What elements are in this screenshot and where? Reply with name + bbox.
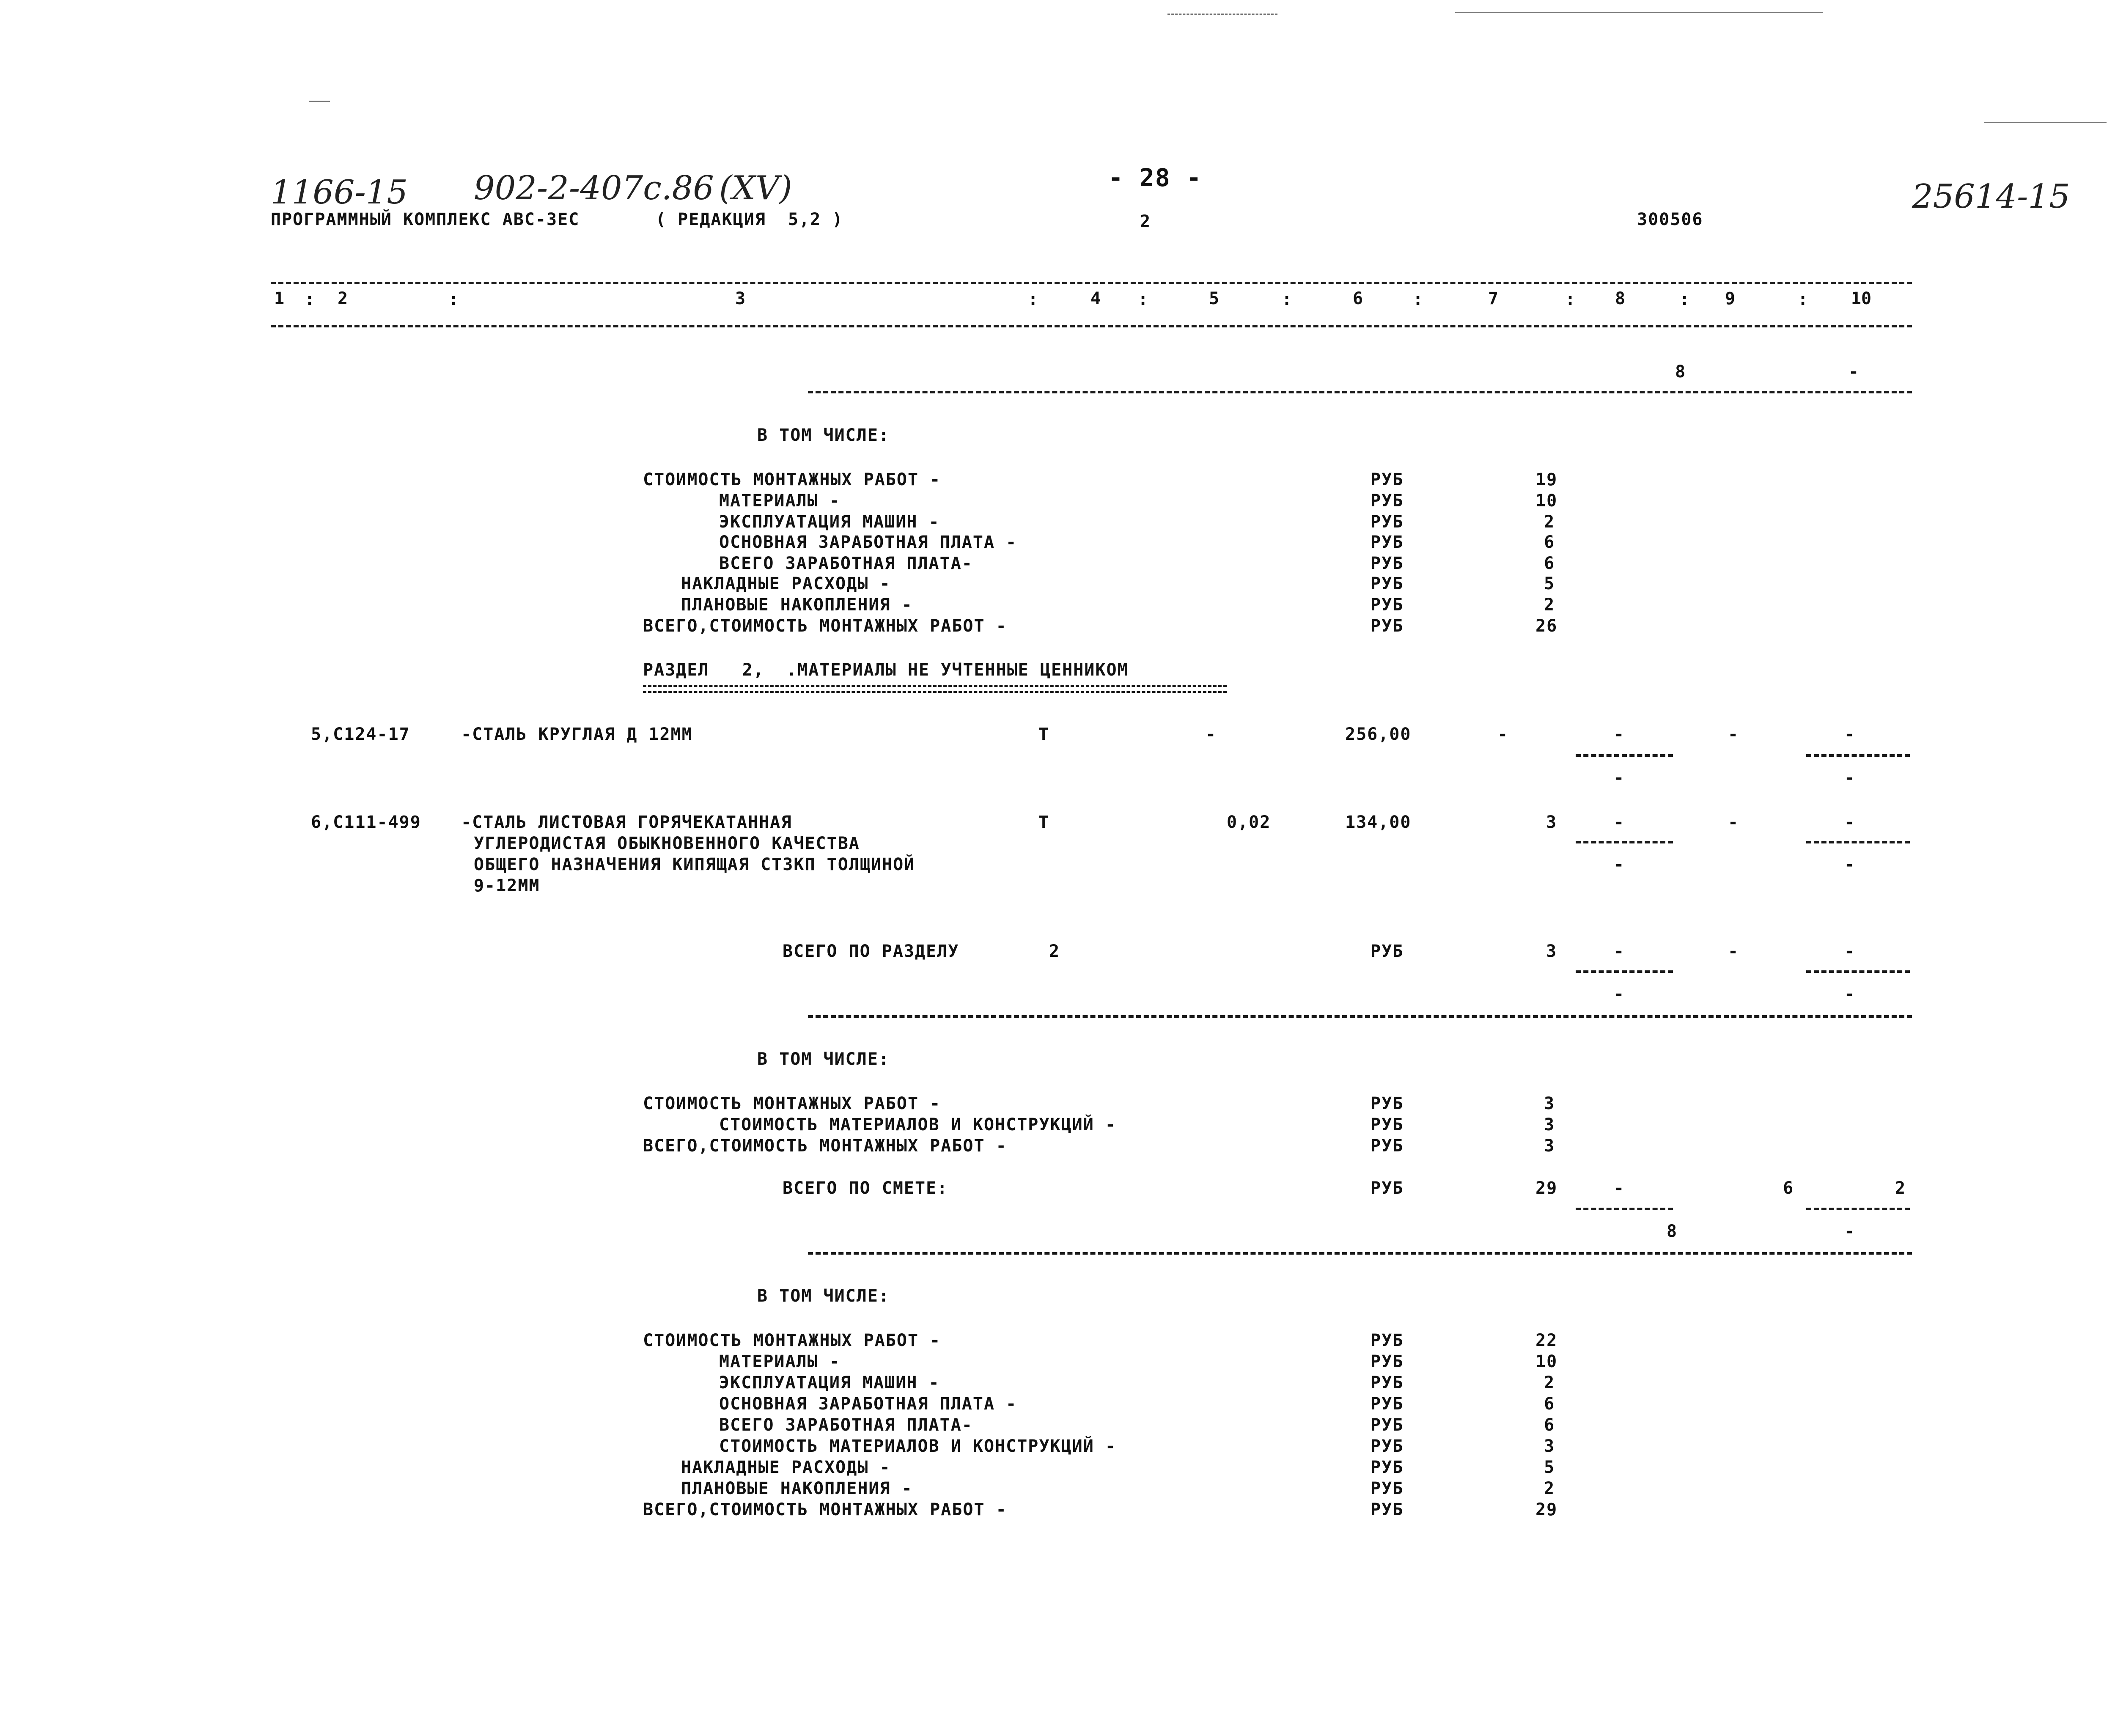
breakdown-unit: РУБ (1371, 1479, 1404, 1498)
breakdown-value: 5 (1544, 1458, 1555, 1477)
item-name-line4: 9-12ММ (474, 876, 540, 895)
breakdown-unit: РУБ (1371, 512, 1404, 532)
breakdown-value: 2 (1544, 595, 1555, 615)
breakdown-label: СТОИМОСТЬ МОНТАЖНЫХ РАБОТ - (643, 470, 941, 489)
item-price: 134,00 (1345, 813, 1412, 832)
top-total-col8: 8 (1675, 362, 1687, 382)
breakdown-unit: РУБ (1371, 1352, 1404, 1371)
item-price: 256,00 (1345, 725, 1412, 744)
breakdown-label: СТОИМОСТЬ МАТЕРИАЛОВ И КОНСТРУКЦИЙ - (719, 1115, 1116, 1134)
breakdown-unit: РУБ (1371, 533, 1404, 552)
breakdown-value: 6 (1544, 1415, 1555, 1435)
breakdown-label: НАКЛАДНЫЕ РАСХОДЫ - (681, 574, 891, 593)
breakdown-unit: РУБ (1371, 1115, 1404, 1134)
handwritten-code-right: 25614-15 (1912, 178, 2070, 216)
breakdown-total-label: ВСЕГО,СТОИМОСТЬ МОНТАЖНЫХ РАБОТ - (643, 1500, 1007, 1519)
item-col10-lower: - (1844, 855, 1856, 874)
breakdown-label: СТОИМОСТЬ МОНТАЖНЫХ РАБОТ - (643, 1094, 941, 1113)
breakdown-unit: РУБ (1371, 1500, 1404, 1519)
item-name-line3: ОБЩЕГО НАЗНАЧЕНИЯ КИПЯЩАЯ СТЗКП ТОЛЩИНОЙ (474, 855, 915, 874)
breakdown-value: 10 (1535, 491, 1558, 511)
summary-heading: В ТОМ ЧИСЛЕ: (757, 426, 890, 445)
fraction-rule (1576, 841, 1673, 843)
breakdown-value: 5 (1544, 574, 1555, 593)
fraction-rule (1806, 754, 1910, 757)
breakdown-label: ЭКСПЛУАТАЦИЯ МАШИН - (719, 1373, 940, 1393)
item-qty: - (1206, 725, 1217, 744)
item-col7: - (1497, 725, 1509, 744)
item-col9: - (1728, 813, 1739, 832)
breakdown-unit: РУБ (1371, 1458, 1404, 1477)
section-title-underline (643, 685, 1227, 693)
column-number-7: 7 (1488, 289, 1499, 308)
breakdown-label: ПЛАНОВЫЕ НАКОПЛЕНИЯ - (681, 1479, 913, 1498)
column-separator: : (1679, 290, 1690, 309)
estimate-total-unit: РУБ (1371, 1178, 1404, 1198)
column-number-5: 5 (1209, 289, 1220, 308)
fraction-rule (1576, 970, 1673, 973)
item-qty: 0,02 (1227, 813, 1271, 832)
item-col7: 3 (1546, 813, 1557, 832)
estimate-total-col8: - (1614, 1178, 1625, 1198)
estimate-total-label: ВСЕГО ПО СМЕТЕ: (783, 1178, 948, 1198)
section-total-col8-lower: - (1614, 984, 1625, 1004)
item-col10: - (1844, 725, 1856, 744)
breakdown-unit: РУБ (1371, 491, 1404, 511)
fraction-rule (1806, 970, 1910, 973)
breakdown-value: 3 (1544, 1094, 1555, 1113)
breakdown-value: 29 (1535, 1500, 1558, 1519)
column-separator: : (448, 290, 459, 309)
breakdown-unit: РУБ (1371, 616, 1404, 636)
top-total-col10: - (1849, 362, 1860, 382)
fraction-rule (1576, 1208, 1673, 1210)
breakdown-unit: РУБ (1371, 1094, 1404, 1113)
breakdown-value: 6 (1544, 554, 1555, 573)
column-separator: : (1028, 290, 1038, 309)
breakdown-total-label: ВСЕГО,СТОИМОСТЬ МОНТАЖНЫХ РАБОТ - (643, 1136, 1007, 1156)
breakdown-label: НАКЛАДНЫЕ РАСХОДЫ - (681, 1458, 891, 1477)
item-col8-lower: - (1614, 768, 1625, 788)
estimate-total-col10-lower: - (1844, 1222, 1856, 1241)
fraction-rule (1806, 1208, 1910, 1210)
column-number-2: 2 (337, 289, 348, 308)
item-name: -СТАЛЬ ЛИСТОВАЯ ГОРЯЧЕКАТАННАЯ (461, 813, 792, 832)
item-col8: - (1614, 813, 1625, 832)
breakdown-label: ОСНОВНАЯ ЗАРАБОТНАЯ ПЛАТА - (719, 533, 1017, 552)
program-edition: ( РЕДАКЦИЯ 5,2 ) (656, 210, 843, 229)
header-rule-bottom (271, 325, 1912, 327)
column-number-8: 8 (1615, 289, 1626, 308)
breakdown-value: 6 (1544, 1394, 1555, 1414)
fraction-rule (1576, 754, 1673, 757)
column-separator: : (1282, 290, 1292, 309)
breakdown-total-label: ВСЕГО,СТОИМОСТЬ МОНТАЖНЫХ РАБОТ - (643, 616, 1007, 636)
estimate-total-col10: 2 (1895, 1178, 1906, 1198)
column-number-9: 9 (1725, 289, 1736, 308)
breakdown-value: 10 (1535, 1352, 1558, 1371)
section-total-col9: - (1728, 942, 1739, 961)
item-col8: - (1614, 725, 1625, 744)
summary-heading: В ТОМ ЧИСЛЕ: (757, 1286, 890, 1306)
column-separator: : (305, 290, 315, 309)
breakdown-label: ПЛАНОВЫЕ НАКОПЛЕНИЯ - (681, 595, 913, 615)
estimate-total-col7: 29 (1535, 1178, 1558, 1198)
column-separator: : (1138, 290, 1148, 309)
item-col9: - (1728, 725, 1739, 744)
column-number-10: 10 (1851, 289, 1872, 308)
breakdown-unit: РУБ (1371, 1331, 1404, 1350)
breakdown-value: 3 (1544, 1136, 1555, 1156)
program-name: ПРОГРАММНЫЙ КОМПЛЕКС АВС-ЗЕС (271, 210, 580, 229)
section-total-col10: - (1844, 942, 1856, 961)
item-code: 6,С111-499 (311, 813, 421, 832)
item-col8-lower: - (1614, 855, 1625, 874)
item-name-line2: УГЛЕРОДИСТАЯ ОБЫКНОВЕННОГО КАЧЕСТВА (474, 834, 860, 853)
page-number: - 28 - (1108, 163, 1202, 192)
scan-line (1984, 122, 2107, 123)
section-total-col8: - (1614, 942, 1625, 961)
column-number-3: 3 (735, 289, 746, 308)
column-number-4: 4 (1090, 289, 1101, 308)
section-title: РАЗДЕЛ 2, .МАТЕРИАЛЫ НЕ УЧТЕННЫЕ ЦЕННИКОМ (643, 660, 1129, 680)
summary-rule (808, 1015, 1912, 1018)
estimate-total-col9: 6 (1783, 1178, 1794, 1198)
item-code: 5,С124-17 (311, 725, 410, 744)
scan-line (309, 101, 330, 102)
breakdown-value: 2 (1544, 512, 1555, 532)
item-col10: - (1844, 813, 1856, 832)
estimate-total-col8-lower: 8 (1667, 1222, 1678, 1241)
breakdown-unit: РУБ (1371, 470, 1404, 489)
breakdown-label: СТОИМОСТЬ МАТЕРИАЛОВ И КОНСТРУКЦИЙ - (719, 1437, 1116, 1456)
summary-heading: В ТОМ ЧИСЛЕ: (757, 1049, 890, 1069)
item-col10-lower: - (1844, 768, 1856, 788)
breakdown-label: ВСЕГО ЗАРАБОТНАЯ ПЛАТА- (719, 1415, 973, 1435)
section-total-col10-lower: - (1844, 984, 1856, 1004)
column-number-6: 6 (1352, 289, 1363, 308)
breakdown-value: 2 (1544, 1479, 1555, 1498)
breakdown-value: 2 (1544, 1373, 1555, 1393)
breakdown-value: 6 (1544, 533, 1555, 552)
breakdown-unit: РУБ (1371, 1373, 1404, 1393)
breakdown-label: СТОИМОСТЬ МОНТАЖНЫХ РАБОТ - (643, 1331, 941, 1350)
column-separator: : (1565, 290, 1576, 309)
fraction-rule (1806, 841, 1910, 843)
summary-rule (808, 1252, 1912, 1255)
breakdown-value: 26 (1535, 616, 1558, 636)
breakdown-unit: РУБ (1371, 554, 1404, 573)
section-total-number: 2 (1049, 942, 1060, 961)
column-separator: : (1413, 290, 1423, 309)
handwritten-album: (XV) (719, 169, 792, 207)
breakdown-unit: РУБ (1371, 595, 1404, 615)
column-separator: : (1798, 290, 1808, 309)
breakdown-label: ВСЕГО ЗАРАБОТНАЯ ПЛАТА- (719, 554, 973, 573)
breakdown-label: МАТЕРИАЛЫ - (719, 491, 841, 511)
section-total-unit: РУБ (1371, 942, 1404, 961)
document-code: 300506 (1637, 210, 1703, 229)
sheet-number: 2 (1140, 212, 1151, 231)
item-unit: Т (1038, 813, 1050, 832)
item-name: -СТАЛЬ КРУГЛАЯ Д 12ММ (461, 725, 693, 744)
column-number-1: 1 (274, 289, 285, 308)
breakdown-value: 19 (1535, 470, 1558, 489)
breakdown-unit: РУБ (1371, 1136, 1404, 1156)
breakdown-value: 3 (1544, 1115, 1555, 1134)
handwritten-code-left: 1166-15 (271, 173, 408, 212)
breakdown-unit: РУБ (1371, 1415, 1404, 1435)
summary-rule (808, 391, 1912, 393)
breakdown-unit: РУБ (1371, 1437, 1404, 1456)
scan-line (1167, 14, 1277, 15)
breakdown-label: ЭКСПЛУАТАЦИЯ МАШИН - (719, 512, 940, 532)
handwritten-project-code: 902-2-407с.86 (474, 169, 714, 207)
item-unit: Т (1038, 725, 1050, 744)
breakdown-label: ОСНОВНАЯ ЗАРАБОТНАЯ ПЛАТА - (719, 1394, 1017, 1414)
breakdown-unit: РУБ (1371, 1394, 1404, 1414)
breakdown-value: 3 (1544, 1437, 1555, 1456)
section-total-label: ВСЕГО ПО РАЗДЕЛУ (783, 942, 959, 961)
column-header-row (271, 279, 1912, 321)
scan-line (1455, 12, 1823, 13)
breakdown-value: 22 (1535, 1331, 1558, 1350)
section-total-col7: 3 (1546, 942, 1557, 961)
breakdown-unit: РУБ (1371, 574, 1404, 593)
breakdown-label: МАТЕРИАЛЫ - (719, 1352, 841, 1371)
